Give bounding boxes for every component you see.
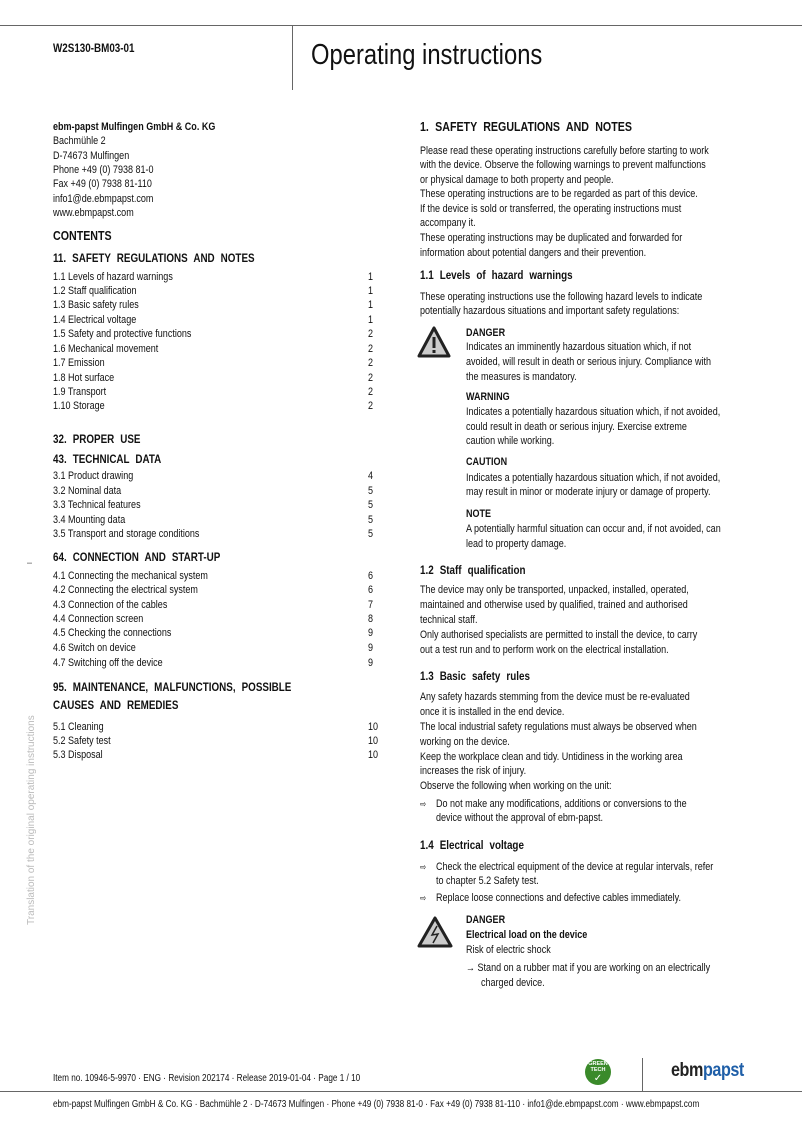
paragraph-line: technical staff.	[420, 614, 478, 626]
toc-item[interactable]: 4.3 Connection of the cables	[53, 599, 168, 611]
toc-page-number: 2	[368, 357, 374, 369]
toc-section-heading[interactable]: 43. TECHNICAL DATA	[53, 452, 162, 466]
paragraph-line: Only authorised specialists are permitted to install the device, to carry	[420, 629, 698, 641]
toc-section-subheading[interactable]: CAUSES AND REMEDIES	[53, 698, 179, 712]
toc-page-number: 5	[368, 499, 374, 511]
company-street: Bachmühle 2	[53, 135, 106, 147]
paragraph-line: These operating instructions use the following hazard levels to indicate	[420, 291, 703, 303]
bullet-text: Replace loose connections and defective cables immediately.	[436, 892, 682, 904]
danger-label: DANGER	[466, 914, 506, 926]
toc-page-number: 9	[368, 657, 374, 669]
toc-page-number: 9	[368, 642, 374, 654]
paragraph-line: or physical damage to both property and people.	[420, 174, 614, 186]
paragraph-line: working on the device.	[420, 736, 510, 748]
company-website[interactable]: www.ebmpapst.com	[53, 207, 134, 219]
section-1-4-title: 1.4 Electrical voltage	[420, 838, 524, 852]
side-note: Translation of the original operating instructions	[26, 715, 37, 925]
paragraph-line: The local industrial safety regulations must always be observed when	[420, 721, 697, 733]
warning-triangle-icon	[417, 326, 451, 358]
caution-text: may result in minor or moderate injury or damage of property.	[466, 486, 711, 498]
bullet-text: to chapter 5.2 Safety test.	[436, 875, 539, 887]
paragraph-line: potentially hazardous situations and important safety regulations:	[420, 305, 680, 317]
toc-page-number: 2	[368, 328, 374, 340]
toc-item[interactable]: 5.3 Disposal	[53, 749, 103, 761]
bullet-arrow-icon: ⇨	[420, 862, 427, 872]
toc-item[interactable]: 1.6 Mechanical movement	[53, 343, 159, 355]
paragraph-line: out a test run and to perform work on the electrical installation.	[420, 644, 669, 656]
company-name: ebm-papst Mulfingen GmbH & Co. KG	[53, 121, 216, 133]
toc-item[interactable]: 1.10 Storage	[53, 400, 105, 412]
danger-text: Indicates an imminently hazardous situation which, if not	[466, 341, 692, 353]
danger-title: Electrical load on the device	[466, 929, 588, 941]
section-1-title: 1. SAFETY REGULATIONS AND NOTES	[420, 119, 632, 134]
paragraph-line: Keep the workplace clean and tidy. Untidiness in the working area	[420, 751, 683, 763]
check-icon: ✓	[593, 1073, 603, 1084]
toc-item[interactable]: 4.2 Connecting the electrical system	[53, 584, 198, 596]
company-city: D-74673 Mulfingen	[53, 150, 130, 162]
toc-page-number: 1	[368, 299, 374, 311]
logo-ebm: ebm	[671, 1060, 703, 1081]
danger-label: DANGER	[466, 327, 506, 339]
paragraph-line: once it is installed in the end device.	[420, 706, 565, 718]
page-title: Operating instructions	[311, 39, 543, 71]
footer-item-info: Item no. 10946-5-9970 · ENG · Revision 202174 · Release 2019-01-04 · Page 1 / 10	[53, 1073, 361, 1084]
toc-page-number: 1	[368, 314, 374, 326]
bullet-arrow-icon: ⇨	[420, 799, 427, 809]
toc-item[interactable]: 1.7 Emission	[53, 357, 105, 369]
toc-item[interactable]: 3.1 Product drawing	[53, 470, 134, 482]
toc-page-number: 10	[368, 721, 379, 733]
toc-section-heading[interactable]: 95. MAINTENANCE, MALFUNCTIONS, POSSIBLE	[53, 680, 292, 694]
danger-text: the measures is mandatory.	[466, 371, 577, 383]
bullet-text: device without the approval of ebm-papst.	[436, 812, 603, 824]
note-text: lead to property damage.	[466, 538, 567, 550]
company-phone: Phone +49 (0) 7938 81-0	[53, 164, 154, 176]
danger-action: → Stand on a rubber mat if you are working on an electrically	[466, 962, 711, 974]
toc-item[interactable]: 4.7 Switching off the device	[53, 657, 163, 669]
toc-item[interactable]: 3.3 Technical features	[53, 499, 141, 511]
footer-rule	[0, 1091, 802, 1092]
toc-item[interactable]: 1.2 Staff qualification	[53, 285, 137, 297]
toc-page-number: 10	[368, 735, 379, 747]
warning-text: caution while working.	[466, 435, 555, 447]
paragraph-line: Any safety hazards stemming from the device must be re-evaluated	[420, 691, 690, 703]
bullet-text: Check the electrical equipment of the device at regular intervals, refer	[436, 861, 714, 873]
section-1-1-title: 1.1 Levels of hazard warnings	[420, 268, 573, 282]
toc-page-number: 2	[368, 372, 374, 384]
note-label: NOTE	[466, 508, 492, 520]
toc-page-number: 7	[368, 599, 374, 611]
toc-page-number: 5	[368, 485, 374, 497]
toc-page-number: 9	[368, 627, 374, 639]
danger-action: charged device.	[481, 977, 545, 989]
margin-dash: –	[27, 557, 33, 569]
section-1-2-title: 1.2 Staff qualification	[420, 563, 526, 577]
header-divider	[292, 25, 293, 90]
caution-text: Indicates a potentially hazardous situation which, if not avoided,	[466, 472, 721, 484]
toc-page-number: 1	[368, 271, 374, 283]
toc-item[interactable]: 1.8 Hot surface	[53, 372, 115, 384]
paragraph-line: These operating instructions may be duplicated and forwarded for	[420, 232, 683, 244]
badge-text: GREEN TECH	[588, 1061, 608, 1073]
toc-item[interactable]: 1.1 Levels of hazard warnings	[53, 271, 173, 283]
toc-item[interactable]: 1.3 Basic safety rules	[53, 299, 139, 311]
green-tech-badge	[585, 1059, 611, 1085]
header-top-rule	[0, 25, 802, 26]
toc-section-heading[interactable]: 11. SAFETY REGULATIONS AND NOTES	[53, 251, 255, 265]
toc-item[interactable]: 5.2 Safety test	[53, 735, 111, 747]
toc-page-number: 8	[368, 613, 374, 625]
bullet-text: Do not make any modifications, additions or conversions to the	[436, 798, 687, 810]
danger-risk: Risk of electric shock	[466, 944, 551, 956]
caution-label: CAUTION	[466, 456, 508, 468]
toc-page-number: 2	[368, 400, 374, 412]
toc-item[interactable]: 4.6 Switch on device	[53, 642, 136, 654]
toc-item[interactable]: 3.4 Mounting data	[53, 514, 126, 526]
toc-item[interactable]: 4.5 Checking the connections	[53, 627, 172, 639]
warning-text: could result in death or serious injury. Exercise extreme	[466, 421, 687, 433]
note-text: A potentially harmful situation can occur and, if not avoided, can	[466, 523, 721, 535]
toc-page-number: 5	[368, 528, 374, 540]
toc-item[interactable]: 4.4 Connection screen	[53, 613, 144, 625]
footer-logo-divider	[642, 1058, 643, 1091]
toc-page-number: 6	[368, 584, 374, 596]
bullet-arrow-icon: ⇨	[420, 893, 427, 903]
warning-text: Indicates a potentially hazardous situation which, if not avoided,	[466, 406, 721, 418]
toc-page-number: 2	[368, 343, 374, 355]
company-fax: Fax +49 (0) 7938 81-110	[53, 178, 152, 190]
section-1-3-title: 1.3 Basic safety rules	[420, 669, 530, 683]
company-email[interactable]: info1@de.ebmpapst.com	[53, 193, 154, 205]
danger-text: avoided, will result in death or serious injury. Compliance with	[466, 356, 712, 368]
toc-page-number: 6	[368, 570, 374, 582]
paragraph-line: If the device is sold or transferred, the operating instructions must	[420, 203, 682, 215]
toc-page-number: 1	[368, 285, 374, 297]
toc-page-number: 2	[368, 386, 374, 398]
logo-papst: papst	[702, 1060, 744, 1081]
toc-page-number: 5	[368, 514, 374, 526]
paragraph-line: increases the risk of injury.	[420, 765, 527, 777]
toc-item[interactable]: 4.1 Connecting the mechanical system	[53, 570, 208, 582]
toc-page-number: 4	[368, 470, 374, 482]
toc-page-number: 10	[368, 749, 379, 761]
paragraph-line: The device may only be transported, unpacked, installed, operated,	[420, 584, 689, 596]
footer-address: ebm-papst Mulfingen GmbH & Co. KG · Bachmühle 2 · D-74673 Mulfingen · Phone +49 (0) 7938 81-0 · Fax +49 (0) 7938 81-110 · info1@de.ebmpapst.com · www.ebmpapst.com	[53, 1099, 700, 1110]
model-number: W2S130-BM03-01	[53, 41, 135, 55]
paragraph-line: information about potential dangers and their prevention.	[420, 247, 647, 259]
paragraph-line: Please read these operating instructions carefully before starting to work	[420, 145, 709, 157]
paragraph-line: These operating instructions are to be regarded as part of this device.	[420, 188, 698, 200]
paragraph-line: accompany it.	[420, 217, 476, 229]
toc-item[interactable]: 3.5 Transport and storage conditions	[53, 528, 200, 540]
toc-item[interactable]: 3.2 Nominal data	[53, 485, 122, 497]
toc-section-heading[interactable]: 32. PROPER USE	[53, 432, 141, 446]
contents-title: CONTENTS	[53, 228, 112, 243]
toc-item[interactable]: 1.5 Safety and protective functions	[53, 328, 192, 340]
toc-section-heading[interactable]: 64. CONNECTION AND START-UP	[53, 550, 221, 564]
electric-shock-icon	[417, 916, 453, 948]
paragraph-line: Observe the following when working on the unit:	[420, 780, 612, 792]
ebmpapst-logo	[671, 1060, 744, 1082]
toc-item[interactable]: 1.9 Transport	[53, 386, 107, 398]
toc-item[interactable]: 5.1 Cleaning	[53, 721, 104, 733]
toc-item[interactable]: 1.4 Electrical voltage	[53, 314, 137, 326]
warning-label: WARNING	[466, 391, 510, 403]
paragraph-line: with the device. Observe the following warnings to prevent malfunctions	[420, 159, 706, 171]
paragraph-line: maintained and otherwise used by qualified, trained and authorised	[420, 599, 688, 611]
